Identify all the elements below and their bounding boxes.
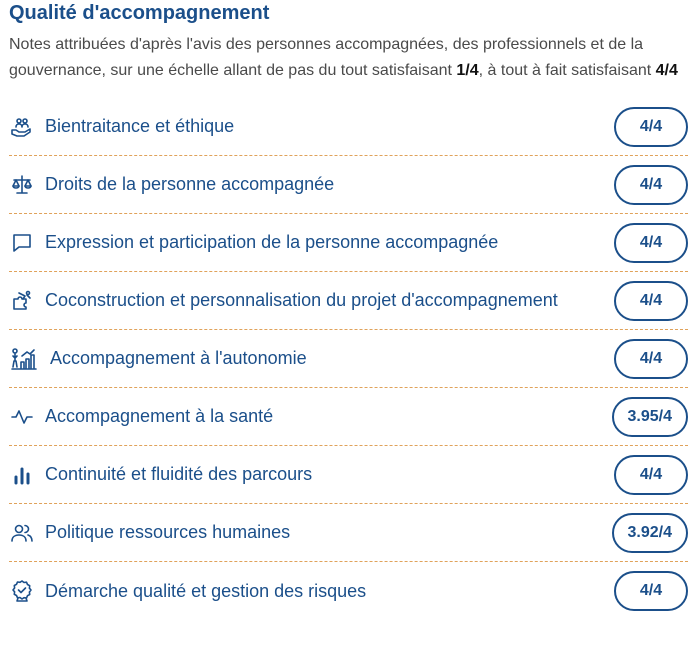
score-badge: 4/4	[614, 165, 688, 205]
quality-badge-icon	[9, 578, 35, 604]
criteria-list	[9, 98, 688, 620]
criteria-row	[9, 504, 688, 562]
criteria-row	[9, 98, 688, 156]
scale-min: 1/4	[456, 62, 479, 79]
puzzle-icon	[9, 288, 35, 314]
criteria-label: Coconstruction et personnalisation du projet d'accompagnement	[45, 290, 558, 310]
score-badge: 4/4	[614, 571, 688, 611]
criteria-label: Démarche qualité et gestion des risques	[45, 580, 367, 601]
criteria-label: Expression et participation de la personne accompagnée	[45, 232, 499, 252]
scale-max: 4/4	[655, 62, 678, 79]
criteria-label: Accompagnement à la santé	[45, 406, 274, 426]
scales-icon	[9, 172, 35, 198]
growth-chart-icon	[9, 346, 39, 372]
criteria-row	[9, 446, 688, 504]
score-badge: 4/4	[614, 455, 688, 495]
hand-people-icon	[9, 114, 35, 140]
score-badge: 4/4	[614, 339, 688, 379]
criteria-row	[9, 562, 688, 620]
pulse-icon	[9, 404, 35, 430]
score-badge: 4/4	[614, 107, 688, 147]
description-text: Notes attribuées d'après l'avis des personnes accompagnées, des professionnels et de la gouvernance, sur une échelle allant de pas du tout satisfaisant	[9, 36, 644, 79]
score-badge: 4/4	[614, 281, 688, 321]
score-badge: 3.92/4	[612, 513, 688, 553]
score-badge: 3.95/4	[612, 397, 688, 437]
users-icon	[9, 520, 35, 546]
section-title: Qualité d'accompagnement	[9, 2, 270, 24]
bar-chart-icon	[9, 462, 35, 488]
score-badge: 4/4	[614, 223, 688, 263]
speech-bubble-icon	[9, 230, 35, 256]
criteria-row	[9, 388, 688, 446]
criteria-label: Bientraitance et éthique	[45, 116, 235, 136]
criteria-row	[9, 156, 688, 214]
criteria-label: Continuité et fluidité des parcours	[45, 464, 313, 484]
section-description	[9, 32, 685, 84]
criteria-label: Politique ressources humaines	[45, 522, 291, 542]
criteria-label: Accompagnement à l'autonomie	[50, 348, 307, 368]
description-text-middle: , à tout à fait satisfaisant	[478, 62, 656, 79]
criteria-row	[9, 272, 688, 330]
criteria-label: Droits de la personne accompagnée	[45, 174, 335, 194]
criteria-row	[9, 214, 688, 272]
criteria-row	[9, 330, 688, 388]
